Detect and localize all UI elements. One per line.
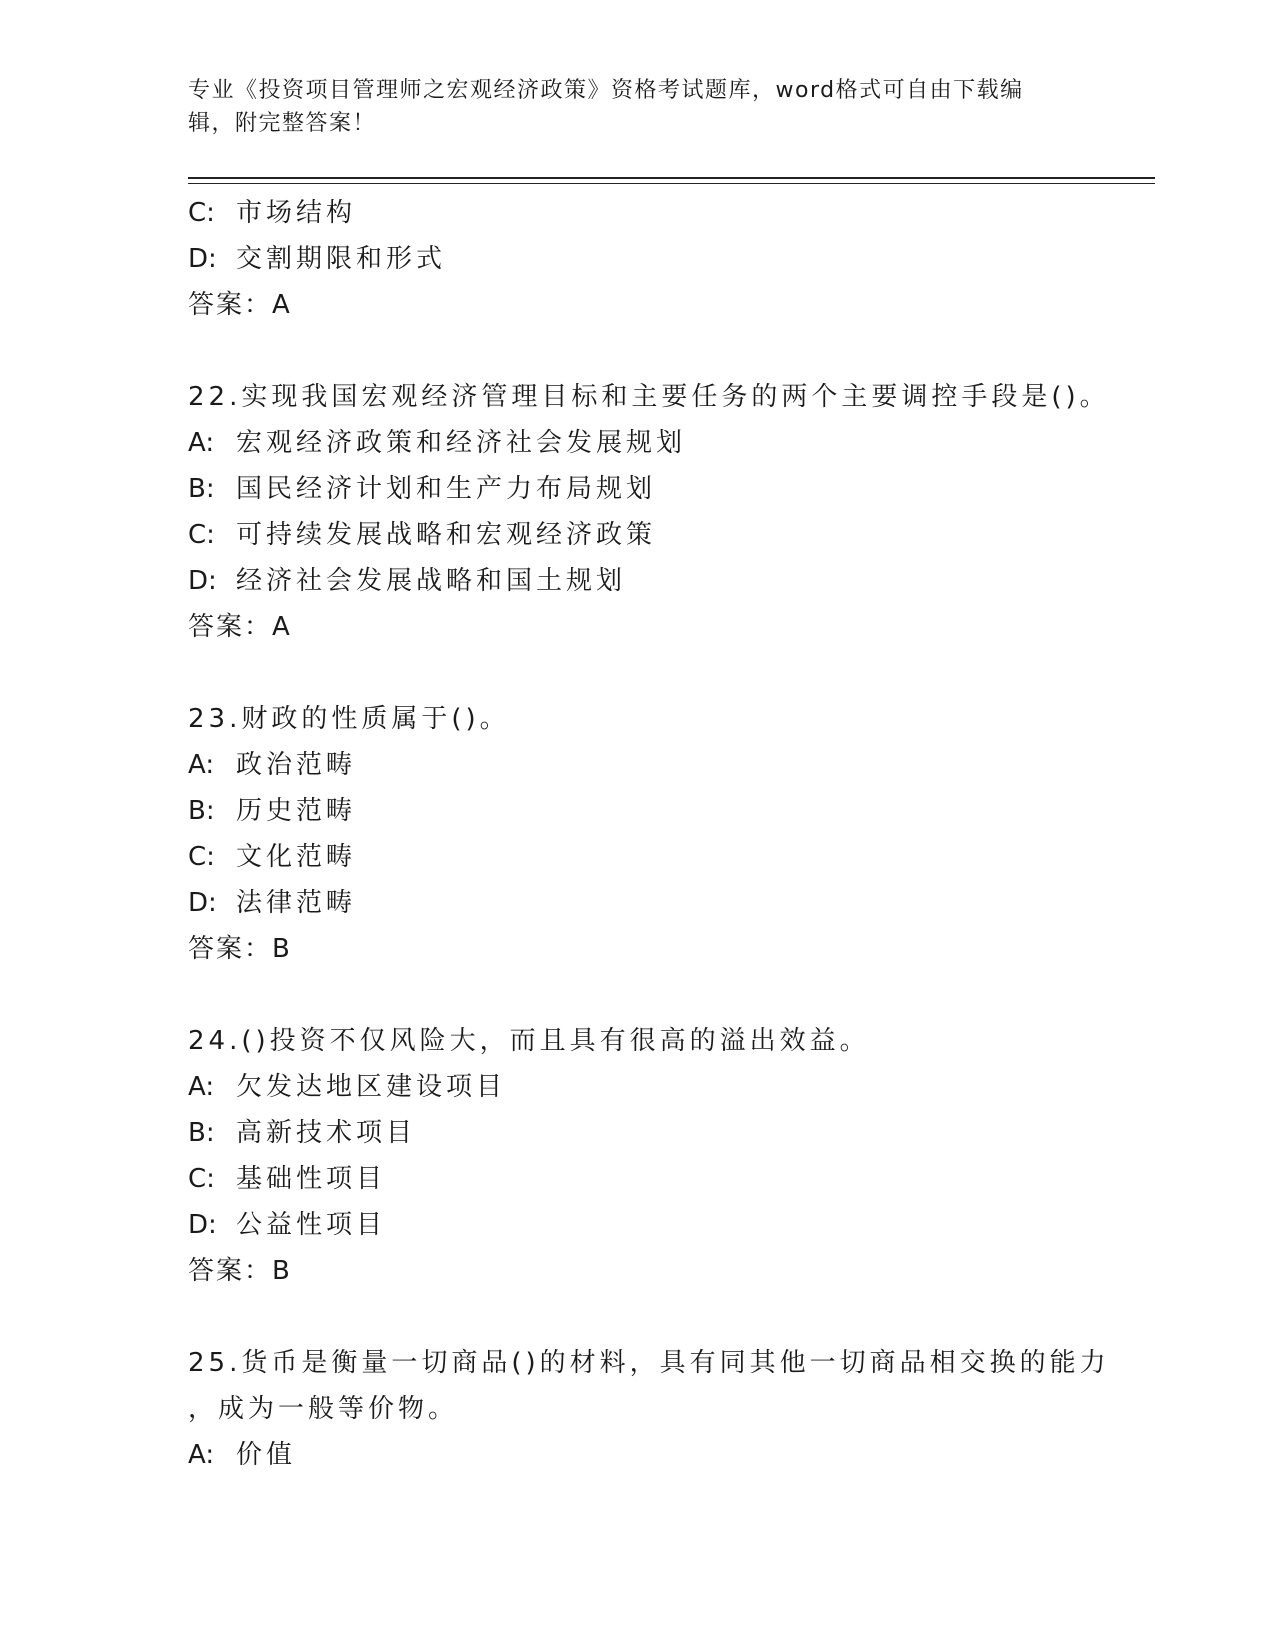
header-line-1: 专业《投资项目管理师之宏观经济政策》资格考试题库，word格式可自由下载编: [188, 78, 1024, 103]
spacer: [188, 650, 1148, 696]
option-letter: D:: [188, 888, 217, 918]
option-text: 政治范畴: [236, 750, 357, 780]
option-text: 基础性项目: [236, 1164, 387, 1194]
option-text: 历史范畴: [236, 796, 357, 826]
option-d: [188, 880, 1148, 926]
option-letter: B:: [188, 474, 215, 504]
question-list: [188, 190, 1148, 1478]
option-text: 法律范畴: [236, 888, 357, 918]
option-letter: B:: [188, 796, 215, 826]
option-a: [188, 420, 1148, 466]
option-b: [188, 1110, 1148, 1156]
answer-label: 答案：: [188, 612, 273, 642]
option-text: 宏观经济政策和经济社会发展规划: [236, 428, 687, 458]
header-line-2: 辑，附完整答案！: [188, 111, 377, 136]
answer-line: [188, 1248, 1148, 1294]
option-c: [188, 834, 1148, 880]
question-21-tail: [188, 190, 1148, 328]
question-text: 24.()投资不仅风险大，而且具有很高的溢出效益。: [188, 1026, 870, 1056]
question-text-line-2: ，成为一般等价物。: [188, 1394, 459, 1424]
option-a: [188, 1432, 1148, 1478]
option-text: 文化范畴: [236, 842, 357, 872]
option-letter: C:: [188, 842, 215, 872]
answer-value: B: [272, 934, 292, 964]
option-letter: A:: [188, 1072, 215, 1102]
question-22: [188, 374, 1148, 650]
option-text: 国民经济计划和生产力布局规划: [236, 474, 657, 504]
option-text: 欠发达地区建设项目: [236, 1072, 507, 1102]
option-text: 可持续发展战略和宏观经济政策: [236, 520, 657, 550]
answer-line: [188, 282, 1148, 328]
spacer: [188, 972, 1148, 1018]
option-letter: C:: [188, 520, 215, 550]
option-d: [188, 1202, 1148, 1248]
header-divider-thick: [188, 177, 1155, 179]
answer-line: [188, 604, 1148, 650]
option-letter: D:: [188, 244, 217, 274]
answer-value: A: [272, 290, 292, 320]
option-text: 公益性项目: [236, 1210, 387, 1240]
document-header: [188, 74, 1088, 140]
option-c: [188, 190, 1148, 236]
option-letter: A:: [188, 1440, 215, 1470]
answer-label: 答案：: [188, 934, 273, 964]
option-a: [188, 742, 1148, 788]
option-letter: C:: [188, 198, 215, 228]
question-text: 23.财政的性质属于()。: [188, 704, 510, 734]
option-letter: D:: [188, 1210, 217, 1240]
answer-label: 答案：: [188, 1256, 273, 1286]
question-24: [188, 1018, 1148, 1294]
answer-line: [188, 926, 1148, 972]
header-divider-thin: [188, 183, 1155, 184]
question-25: [188, 1340, 1148, 1478]
option-a: [188, 1064, 1148, 1110]
option-letter: A:: [188, 750, 215, 780]
question-text-line-1: 25.货币是衡量一切商品()的材料，具有同其他一切商品相交换的能力: [188, 1348, 1110, 1378]
question-text: 22.实现我国宏观经济管理目标和主要任务的两个主要调控手段是()。: [188, 382, 1110, 412]
option-b: [188, 466, 1148, 512]
answer-label: 答案：: [188, 290, 273, 320]
option-letter: D:: [188, 566, 217, 596]
option-c: [188, 512, 1148, 558]
option-c: [188, 1156, 1148, 1202]
option-letter: C:: [188, 1164, 215, 1194]
option-text: 经济社会发展战略和国土规划: [236, 566, 627, 596]
option-text: 高新技术项目: [236, 1118, 417, 1148]
option-letter: A:: [188, 428, 215, 458]
option-text: 价值: [236, 1440, 297, 1470]
spacer: [188, 328, 1148, 374]
option-b: [188, 788, 1148, 834]
option-d: [188, 236, 1148, 282]
spacer: [188, 1294, 1148, 1340]
option-text: 市场结构: [236, 198, 357, 228]
question-23: [188, 696, 1148, 972]
option-d: [188, 558, 1148, 604]
option-text: 交割期限和形式: [236, 244, 447, 274]
answer-value: A: [272, 612, 292, 642]
option-letter: B:: [188, 1118, 215, 1148]
answer-value: B: [272, 1256, 292, 1286]
